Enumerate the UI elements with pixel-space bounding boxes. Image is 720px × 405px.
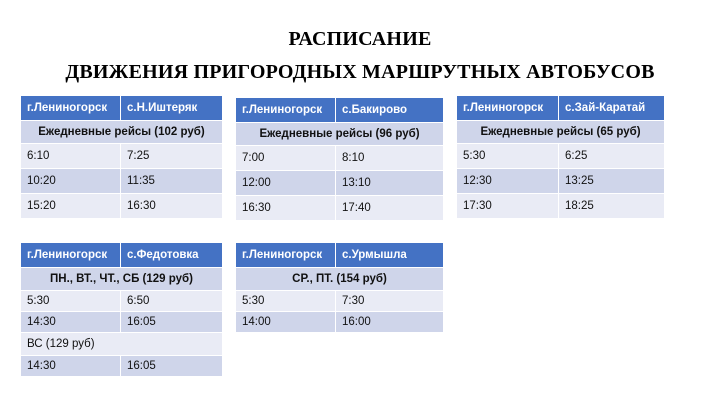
- schedule-table-zay-karatay: [456, 95, 665, 219]
- route-to: с.Федотовка: [121, 243, 223, 268]
- departure-time: 12:00: [236, 171, 336, 196]
- arrival-time: 16:30: [121, 194, 223, 219]
- route-to: с.Н.Иштеряк: [121, 96, 223, 121]
- table-row: [457, 169, 665, 194]
- schedule-caption: Ежедневные рейсы (96 руб): [236, 123, 444, 146]
- schedule-caption: Ежедневные рейсы (65 руб): [457, 121, 665, 144]
- schedule-caption: Ежедневные рейсы (102 руб): [21, 121, 223, 144]
- departure-time: 5:30: [236, 291, 336, 312]
- departure-time: 10:20: [21, 169, 121, 194]
- arrival-time: 16:05: [121, 356, 223, 377]
- route-from: г.Лениногорск: [457, 96, 559, 121]
- route-to: с.Урмышла: [336, 243, 444, 268]
- table-row: [457, 144, 665, 169]
- arrival-time: 8:10: [336, 146, 444, 171]
- page-title: РАСПИСАНИЕ: [288, 28, 432, 50]
- table-row: [457, 194, 665, 219]
- table-row: [236, 312, 444, 333]
- arrival-time: 18:25: [559, 194, 665, 219]
- route-from: г.Лениногорск: [21, 243, 121, 268]
- arrival-time: 13:25: [559, 169, 665, 194]
- route-to: с.Бакирово: [336, 98, 444, 123]
- arrival-time: 17:40: [336, 196, 444, 221]
- table-row: [236, 291, 444, 312]
- departure-time: 15:20: [21, 194, 121, 219]
- table-row: [21, 194, 223, 219]
- departure-time: 14:00: [236, 312, 336, 333]
- page-subtitle: ДВИЖЕНИЯ ПРИГОРОДНЫХ МАРШРУТНЫХ АВТОБУСОВ: [65, 61, 655, 83]
- route-from: г.Лениногорск: [21, 96, 121, 121]
- departure-time: 5:30: [21, 291, 121, 312]
- arrival-time: 11:35: [121, 169, 223, 194]
- departure-time: 14:30: [21, 312, 121, 333]
- schedule-table-bakirovo: [235, 97, 444, 221]
- arrival-time: 6:50: [121, 291, 223, 312]
- table-row: [21, 169, 223, 194]
- table-row: [236, 196, 444, 221]
- arrival-time: 7:25: [121, 144, 223, 169]
- arrival-time: 16:05: [121, 312, 223, 333]
- departure-time: 14:30: [21, 356, 121, 377]
- table-row: [236, 146, 444, 171]
- table-row: [21, 144, 223, 169]
- table-row: [236, 171, 444, 196]
- schedule-caption: СР., ПТ. (154 руб): [236, 268, 444, 291]
- arrival-time: 16:00: [336, 312, 444, 333]
- departure-time: 7:00: [236, 146, 336, 171]
- departure-time: 17:30: [457, 194, 559, 219]
- arrival-time: 6:25: [559, 144, 665, 169]
- schedule-sub-caption: ВС (129 руб): [21, 333, 223, 356]
- departure-time: 5:30: [457, 144, 559, 169]
- route-from: г.Лениногорск: [236, 98, 336, 123]
- departure-time: 6:10: [21, 144, 121, 169]
- arrival-time: 7:30: [336, 291, 444, 312]
- route-to: с.Зай-Каратай: [559, 96, 665, 121]
- schedule-caption: ПН., ВТ., ЧТ., СБ (129 руб): [21, 268, 223, 291]
- route-from: г.Лениногорск: [236, 243, 336, 268]
- schedule-table-n-isteryak: [20, 95, 223, 219]
- table-row: [21, 291, 223, 312]
- departure-time: 16:30: [236, 196, 336, 221]
- arrival-time: 13:10: [336, 171, 444, 196]
- schedule-table-fedotovka: [20, 242, 223, 377]
- table-row: [21, 356, 223, 377]
- departure-time: 12:30: [457, 169, 559, 194]
- schedule-table-urmyshla: [235, 242, 444, 333]
- table-row: [21, 312, 223, 333]
